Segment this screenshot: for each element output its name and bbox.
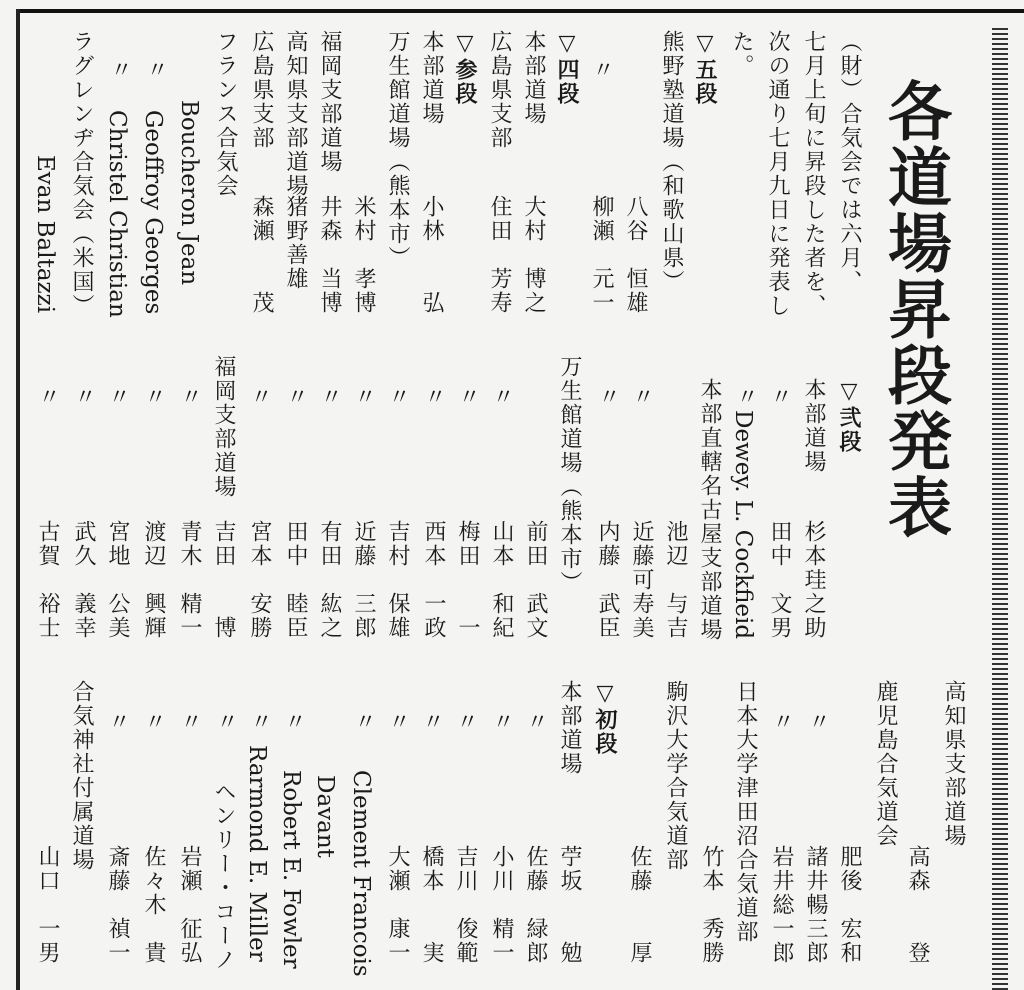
dojo-label: 高知県支部道場 [283,30,308,198]
member-name: 渡辺 興輝 [141,520,166,640]
member-name: 山口 一男 [35,845,60,965]
ditto-mark: 〃 [247,385,272,409]
member-name: 米村 孝博 [351,195,376,315]
ditto-mark: 〃 [71,385,96,409]
dojo-label: 本部直轄名古屋支部道場 [697,378,722,642]
ditto-mark: 〃 [143,58,168,82]
ditto-mark: 〃 [105,385,130,409]
member-name: 諸井暢三郎 [803,845,828,965]
member-name: 池辺 与吉 [663,520,688,640]
dojo-label: 本部道場 [557,680,582,776]
dojo-label: 本部道場 [521,30,546,126]
member-name: 佐々木 貴 [141,845,166,965]
dojo-label: 熊野塾道場（和歌山県） [659,30,684,294]
ditto-mark: 〃 [523,710,548,734]
ditto-mark: 〃 [247,710,272,734]
ditto-mark: 〃 [489,710,514,734]
member-name: Davant [312,775,338,858]
intro-line-1: （財）合気会では六月、 [837,30,862,294]
ditto-mark: 〃 [317,385,342,409]
member-name: 有田 紘之 [317,520,342,640]
ditto-mark: 〃 [419,710,444,734]
member-name: 岩井総一郎 [769,845,794,965]
member-name: Boucheron Jean [176,100,202,286]
member-name: 青木 精一 [177,520,202,640]
member-name: 大村 博之 [521,195,546,315]
rank-heading-shodan: ▽初段 [592,680,618,756]
member-name: Geoffroy Georges [140,110,166,315]
ditto-mark: 〃 [767,385,792,409]
ditto-mark: 〃 [351,710,376,734]
dojo-label: 広島県支部 [487,30,512,150]
member-name: 山本 和紀 [489,520,514,640]
ditto-mark: 〃 [141,710,166,734]
member-name: ヘンリー・コーノ [211,780,236,972]
member-name: Robert E. Fowler [278,770,304,969]
member-name: 吉村 保雄 [385,520,410,640]
intro-line-2: 七月上旬に昇段した者を、 [801,30,826,318]
member-name: Christel Christian [104,110,130,318]
member-name: 八谷 恒雄 [623,195,648,315]
ditto-mark: 〃 [35,385,60,409]
dojo-label: 本部道場 [419,30,444,126]
member-name: 近藤可寿美 [629,520,654,640]
member-name: 柳瀬 元一 [589,195,614,315]
member-name: 斎藤 禎一 [105,845,130,965]
ditto-mark: 〃 [177,385,202,409]
member-name: 宮地 公美 [105,520,130,640]
member-name: 岩瀬 征弘 [177,845,202,965]
ditto-mark: 〃 [629,385,654,409]
ditto-mark: 〃 [107,58,132,82]
ditto-mark: 〃 [177,710,202,734]
member-name: 住田 芳寿 [487,195,512,315]
member-name: 梅田 一 [455,520,480,640]
member-name: 橋本 実 [419,845,444,965]
dojo-label: 駒沢大学合気道部 [663,680,688,872]
intro-line-4: た。 [729,30,754,78]
ditto-mark: 〃 [385,385,410,409]
dojo-label: 万生館道場（熊本市） [557,355,582,595]
left-border-rule [16,9,20,990]
headline: 各道場昇段発表 [877,78,952,540]
intro-line-3: 次の通り七月九日に発表し [765,30,790,318]
member-name: 吉川 俊範 [453,845,478,965]
dojo-label: フランス合気会 [213,30,238,198]
ditto-mark: 〃 [453,710,478,734]
dojo-label: 高知県支部道場 [941,680,966,848]
dojo-label: 万生館道場（熊本市） [385,30,410,270]
ditto-mark: 〃 [455,385,480,409]
ditto-mark: 〃 [589,58,614,82]
dojo-label: ラグレンヂ合気会（米国） [69,30,94,318]
ditto-mark: 〃 [489,385,514,409]
member-name: 小林 弘 [419,195,444,315]
top-border-rule [18,9,1024,13]
dojo-label: 福岡支部道場 [211,355,236,499]
ditto-mark: 〃 [421,385,446,409]
member-name: 高森 登 [905,845,930,965]
rank-heading-godan: ▽五段 [692,30,718,106]
ditto-mark: 〃 [141,385,166,409]
member-name: 吉田 博 [211,520,236,640]
ditto-mark: 〃 [105,710,130,734]
dojo-label: 日本大学津田沼合気道部 [733,680,758,944]
member-name: Clement Francois [348,770,374,977]
member-name: 竹本 秀勝 [699,845,724,965]
ditto-mark: 〃 [281,710,306,734]
ditto-mark: 〃 [385,710,410,734]
member-name: 武久 義幸 [71,520,96,640]
member-name: 田中 文男 [767,520,792,640]
dojo-label: 広島県支部 [249,30,274,150]
member-name: Dewey. L. Cockfieid [730,410,756,640]
ditto-mark: 〃 [351,385,376,409]
member-name: 森瀬 茂 [249,195,274,315]
dojo-label: 本部道場 [801,378,826,474]
dojo-label: 合気神社付属道場 [69,680,94,872]
rank-heading-sandan: ▽参段 [452,30,478,106]
ditto-mark: 〃 [805,710,830,734]
member-name: 古賀 裕士 [35,520,60,640]
member-name: 佐藤 緑郎 [523,845,548,965]
member-name: 佐藤 厚 [627,845,652,965]
member-name: 大瀬 康一 [385,845,410,965]
member-name: Evan Baltazzi [32,155,58,314]
member-name: 小川 精一 [489,845,514,965]
member-name: Rarmond E. Miller [244,745,270,962]
member-name: 内藤 武臣 [595,520,620,640]
member-name: 宮本 安勝 [247,520,272,640]
member-name: 肥後 宏和 [837,845,862,965]
member-name: 猪野善雄 [283,195,308,291]
rank-heading-yondan: ▽四段 [554,30,580,106]
dojo-label: 福岡支部道場 [317,30,342,174]
ditto-mark: 〃 [213,710,238,734]
member-name: 西本 一政 [421,520,446,640]
member-name: 前田 武文 [523,520,548,640]
ditto-mark: 〃 [769,710,794,734]
member-name: 杉本珪之助 [801,520,826,640]
ditto-mark: 〃 [595,385,620,409]
right-hatched-border [992,28,1008,990]
rank-heading-nidan: ▽弐段 [836,378,862,454]
ditto-mark: 〃 [283,385,308,409]
member-name: 井森 当博 [317,195,342,315]
member-name: 田中 睦臣 [283,520,308,640]
member-name: 苧坂 勉 [557,845,582,965]
member-name: 近藤 三郎 [351,520,376,640]
dojo-label: 鹿児島合気道会 [873,680,898,848]
ditto-mark: 〃 [733,385,758,409]
